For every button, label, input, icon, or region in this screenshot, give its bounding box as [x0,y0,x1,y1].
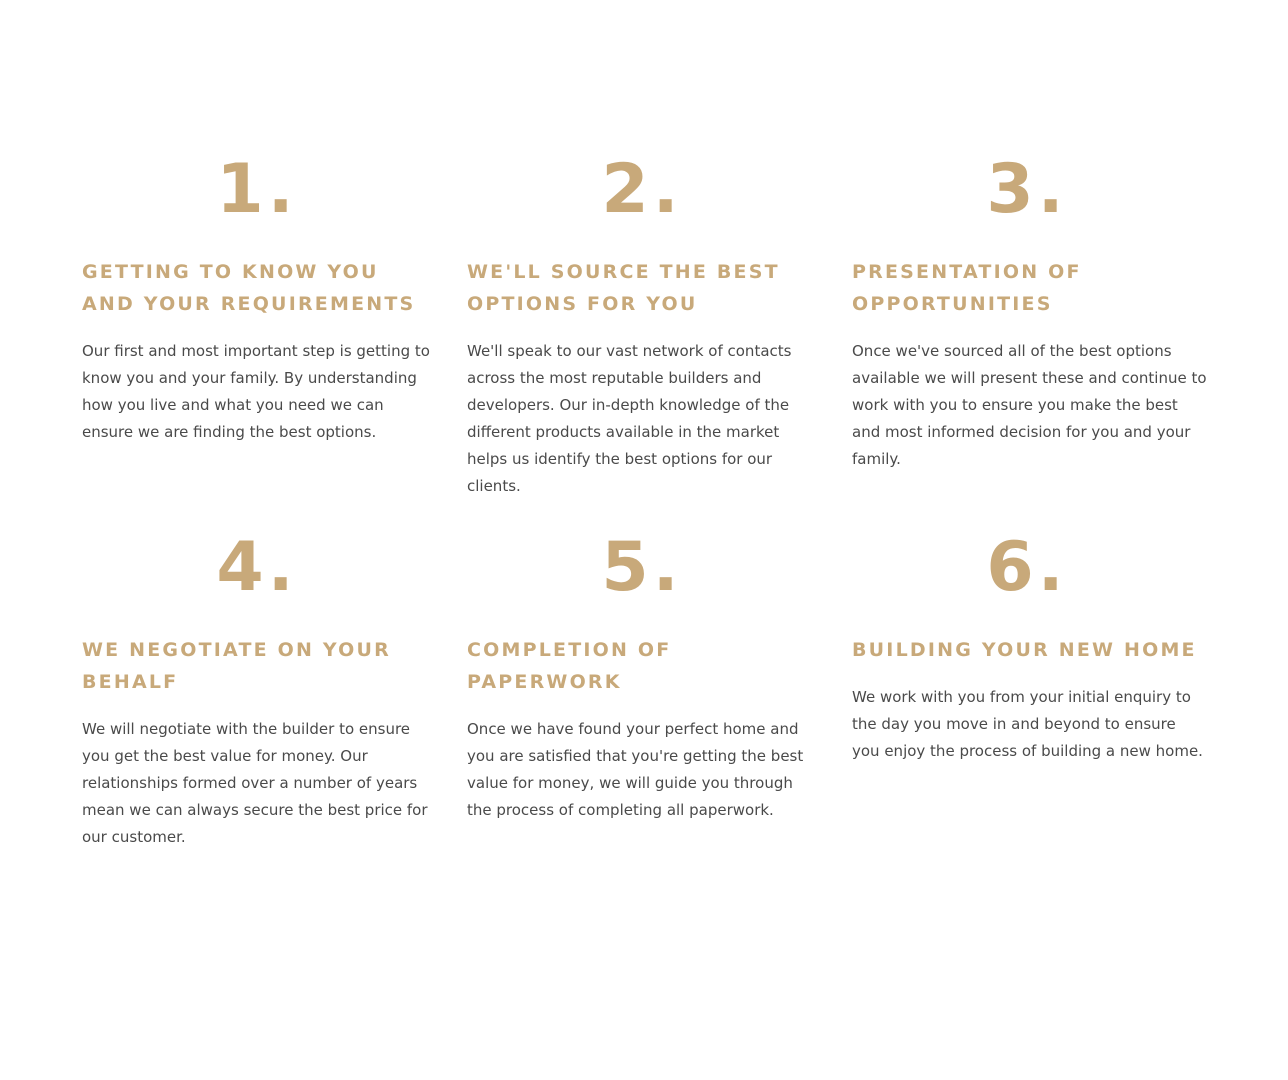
step-description: Once we have found your perfect home and you are satisfied that you're getting the best value for money, we will guide you through the process of completing all paperwork. [467,720,804,819]
step-title: BUILDING YOUR NEW HOME [852,639,1197,661]
process-steps-section [82,150,1212,868]
step-card-3 [852,150,1212,528]
step-card-5 [467,528,852,868]
step-card-6 [852,528,1212,868]
step-number: 6. [986,528,1068,607]
step-description: We'll speak to our vast network of contacts across the most reputable builders and developers. Our in-depth knowledge of the different products available in the market helps us identify the best options for our clients. [467,342,792,495]
step-description: We work with you from your initial enquiry to the day you move in and beyond to ensure you enjoy the process of building a new home. [852,688,1203,760]
step-number: 1. [216,150,298,229]
step-card-4 [82,528,467,868]
step-description: We will negotiate with the builder to ensure you get the best value for money. Our relationships formed over a number of years mean we can always secure the best price for our customer. [82,720,428,846]
step-title: WE'LL SOURCE THE BEST OPTIONS FOR YOU [467,261,780,315]
step-description: Once we've sourced all of the best options available we will present these and continue to work with you to ensure you make the best and most informed decision for you and your family. [852,342,1207,468]
step-description: Our first and most important step is getting to know you and your family. By understanding how you live and what you need we can ensure we are finding the best options. [82,342,430,441]
step-card-2 [467,150,852,528]
step-title: COMPLETION OF PAPERWORK [467,639,672,693]
step-title: PRESENTATION OF OPPORTUNITIES [852,261,1082,315]
step-number: 4. [216,528,298,607]
step-number: 5. [601,528,683,607]
step-number: 2. [601,150,683,229]
step-card-1 [82,150,467,528]
step-number: 3. [986,150,1068,229]
step-title: WE NEGOTIATE ON YOUR BEHALF [82,639,391,693]
step-title: GETTING TO KNOW YOU AND YOUR REQUIREMENTS [82,261,416,315]
